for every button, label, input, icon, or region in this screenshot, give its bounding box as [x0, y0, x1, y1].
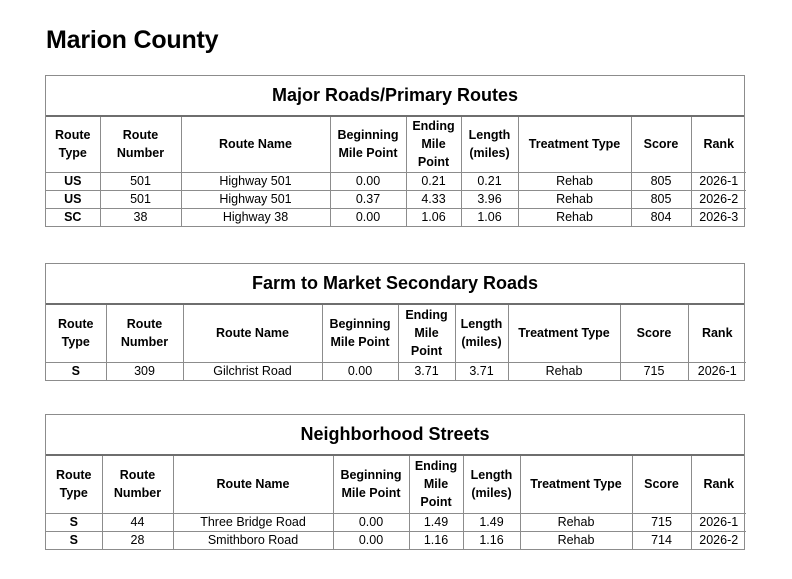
header-length: Length (miles) [461, 117, 518, 172]
header-score: Score [631, 117, 691, 172]
rank: 2026-2 [691, 190, 746, 208]
score: 805 [631, 190, 691, 208]
route-name: Smithboro Road [173, 531, 333, 549]
treatment-type: Rehab [518, 208, 631, 226]
header-ending-mile-point: Ending Mile Point [398, 305, 455, 362]
ending-mile-point: 1.06 [406, 208, 461, 226]
ending-mile-point: 0.21 [406, 172, 461, 190]
treatment-type: Rehab [520, 513, 632, 531]
table-row [46, 531, 746, 549]
beginning-mile-point: 0.00 [322, 362, 398, 380]
table-neighborhood-streets [45, 414, 745, 550]
table-row [46, 208, 746, 226]
route-number: 28 [102, 531, 173, 549]
header-beginning-mile-point: Beginning Mile Point [333, 456, 409, 513]
routes-table [46, 456, 746, 549]
page-title: Marion County [46, 26, 219, 54]
beginning-mile-point: 0.00 [330, 172, 406, 190]
header-beginning-mile-point: Beginning Mile Point [322, 305, 398, 362]
header-ending-mile-point: Ending Mile Point [409, 456, 463, 513]
header-route-name: Route Name [173, 456, 333, 513]
rank: 2026-3 [691, 208, 746, 226]
header-route-name: Route Name [181, 117, 330, 172]
length: 1.06 [461, 208, 518, 226]
rank: 2026-1 [691, 513, 746, 531]
route-type: SC [46, 208, 100, 226]
header-route-type: Route Type [46, 305, 106, 362]
score: 715 [632, 513, 691, 531]
table-farm-to-market [45, 263, 745, 381]
header-route-number: Route Number [106, 305, 183, 362]
header-route-name: Route Name [183, 305, 322, 362]
header-route-type: Route Type [46, 456, 102, 513]
route-name: Gilchrist Road [183, 362, 322, 380]
beginning-mile-point: 0.00 [330, 208, 406, 226]
header-rank: Rank [691, 456, 746, 513]
table-title: Major Roads/Primary Routes [46, 76, 744, 117]
route-name: Highway 38 [181, 208, 330, 226]
routes-table [46, 117, 746, 226]
route-type: US [46, 172, 100, 190]
table-title: Neighborhood Streets [46, 415, 744, 456]
treatment-type: Rehab [508, 362, 620, 380]
route-name: Highway 501 [181, 190, 330, 208]
ending-mile-point: 4.33 [406, 190, 461, 208]
treatment-type: Rehab [520, 531, 632, 549]
header-beginning-mile-point: Beginning Mile Point [330, 117, 406, 172]
rank: 2026-1 [691, 172, 746, 190]
route-number: 501 [100, 190, 181, 208]
routes-table [46, 305, 746, 380]
route-type: S [46, 531, 102, 549]
header-treatment-type: Treatment Type [508, 305, 620, 362]
length: 3.96 [461, 190, 518, 208]
route-name: Highway 501 [181, 172, 330, 190]
score: 714 [632, 531, 691, 549]
route-number: 44 [102, 513, 173, 531]
header-length: Length (miles) [463, 456, 520, 513]
header-rank: Rank [688, 305, 746, 362]
header-length: Length (miles) [455, 305, 508, 362]
header-route-type: Route Type [46, 117, 100, 172]
length: 0.21 [461, 172, 518, 190]
route-name: Three Bridge Road [173, 513, 333, 531]
header-rank: Rank [691, 117, 746, 172]
rank: 2026-1 [688, 362, 746, 380]
length: 1.49 [463, 513, 520, 531]
table-major-roads [45, 75, 745, 227]
ending-mile-point: 1.49 [409, 513, 463, 531]
route-number: 309 [106, 362, 183, 380]
table-row [46, 190, 746, 208]
route-type: S [46, 513, 102, 531]
length: 1.16 [463, 531, 520, 549]
header-route-number: Route Number [102, 456, 173, 513]
beginning-mile-point: 0.37 [330, 190, 406, 208]
table-row [46, 362, 746, 380]
header-ending-mile-point: Ending Mile Point [406, 117, 461, 172]
length: 3.71 [455, 362, 508, 380]
route-number: 501 [100, 172, 181, 190]
header-treatment-type: Treatment Type [520, 456, 632, 513]
beginning-mile-point: 0.00 [333, 513, 409, 531]
treatment-type: Rehab [518, 172, 631, 190]
score: 805 [631, 172, 691, 190]
route-type: S [46, 362, 106, 380]
header-route-number: Route Number [100, 117, 181, 172]
ending-mile-point: 1.16 [409, 531, 463, 549]
score: 804 [631, 208, 691, 226]
score: 715 [620, 362, 688, 380]
rank: 2026-2 [691, 531, 746, 549]
table-row [46, 513, 746, 531]
treatment-type: Rehab [518, 190, 631, 208]
header-score: Score [632, 456, 691, 513]
header-score: Score [620, 305, 688, 362]
table-row [46, 172, 746, 190]
header-treatment-type: Treatment Type [518, 117, 631, 172]
table-title: Farm to Market Secondary Roads [46, 264, 744, 305]
route-type: US [46, 190, 100, 208]
ending-mile-point: 3.71 [398, 362, 455, 380]
beginning-mile-point: 0.00 [333, 531, 409, 549]
route-number: 38 [100, 208, 181, 226]
